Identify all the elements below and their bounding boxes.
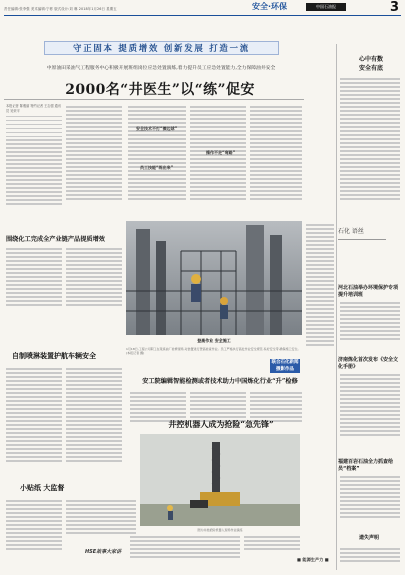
story-4-title[interactable]: 安工院编辑智能检测或者技术助力中国炼化行业“升”检修 xyxy=(142,378,298,385)
headline-rule xyxy=(4,99,304,100)
lead-crosshead-1: 安全技术不打“擦边球” xyxy=(136,126,178,131)
sidebar-notice-title[interactable]: 遗失声明 xyxy=(358,535,379,541)
rig-photo-art xyxy=(140,434,300,526)
issue-meta: 责任编辑:张李强 美术编辑:宁彬 版式设计:刘 琳 2018年1月26日 星期五 xyxy=(4,7,117,11)
sidebar-item-3-body xyxy=(340,474,400,530)
section-title: 安全·环保 xyxy=(252,2,288,11)
sidebar-head-2: 安全有底 xyxy=(358,65,383,72)
sidebar-item-2-body xyxy=(340,372,400,450)
paper-logo: 中国石油报 xyxy=(306,3,346,11)
story-5-column-2 xyxy=(244,534,300,558)
sidebar-item-1-body xyxy=(340,300,400,350)
lead-column-3 xyxy=(128,104,186,216)
rig-photo xyxy=(140,434,300,526)
lead-headline[interactable]: 2000名“井医生”以“练”促安 xyxy=(65,82,255,98)
header-rule xyxy=(4,15,401,16)
sidebar-head-1: 心中有数 xyxy=(358,56,383,63)
page-number: 3 xyxy=(390,0,400,15)
column-logo: 石化 语丝 xyxy=(338,226,386,240)
lead-byline: 本报记者 陈雅丽 特约记者 王志强 通讯员 吴荣平 xyxy=(6,104,62,113)
story-3-column-1 xyxy=(6,498,62,564)
lead-column-4 xyxy=(190,104,246,216)
story-1-column-1 xyxy=(6,246,62,318)
story-1-column-2 xyxy=(66,246,122,318)
energy-productivity-logo: ■ 能源生产力 ■ xyxy=(297,557,329,562)
story-2-column-2 xyxy=(66,366,122,482)
story-3-column-2 xyxy=(66,498,136,546)
rig-caption: 图为井控抢险机器人现场作业演练 xyxy=(197,528,243,532)
story-5-title[interactable]: 井控机器人成为抢险“急先锋” xyxy=(168,419,274,429)
lead-column-5 xyxy=(250,104,302,216)
lead-column-1 xyxy=(6,104,62,216)
sidebar-item-1-title[interactable]: 河北石油举办环境保护专项提升培训班 xyxy=(338,285,399,298)
story-2-title[interactable]: 自制喷淋装置护航车辆安全 xyxy=(12,351,96,360)
sidebar-item-3-title[interactable]: 福建百岩石油全力抓查给员“档案” xyxy=(338,459,394,472)
refinery-photo xyxy=(126,221,302,335)
sidebar-editorial xyxy=(340,76,400,222)
story-1-title[interactable]: 围绕化工完成全产业链产品提质增效 xyxy=(6,236,105,243)
story-5-column-1 xyxy=(130,534,240,564)
lead-subhead: 中原油田采油气工程服务中心积极开展班组岗位应急处置演练,着力提升员工应急处置能力,全力保障油井安全 xyxy=(46,66,276,71)
lead-banner: 守正固本 提质增效 创新发展 打造一流 xyxy=(44,41,279,55)
hse-stories-logo: HSE故事大家讲 xyxy=(85,549,122,555)
sidebar-notice-body xyxy=(340,546,400,568)
lead-column-2 xyxy=(66,104,122,216)
story-3-title[interactable]: 小贴纸 大监督 xyxy=(20,483,65,492)
story-2-column-1 xyxy=(6,366,62,482)
sidebar-item-2-title[interactable]: 济南炼化首次发布《安全文化手册》 xyxy=(338,357,399,370)
refinery-photo-art xyxy=(126,221,302,335)
right-column xyxy=(306,222,334,372)
photo-caption: 登高作业 安全施工 xyxy=(197,338,231,343)
photo-badge: 联合石化新闻摄影作品 xyxy=(271,360,299,372)
lead-crosshead-3: 操作不走“弯路” xyxy=(206,150,236,155)
lead-crosshead-2: 员工技能“练出来” xyxy=(140,165,174,170)
photo-subcaption: 1月18日,工程公司职工在某炼油厂检修现场,对装置进行登高检查作业。员工严格执行高处作业安全规范,系好安全带,确保施工安全。(本报记者 摄) xyxy=(126,347,301,355)
